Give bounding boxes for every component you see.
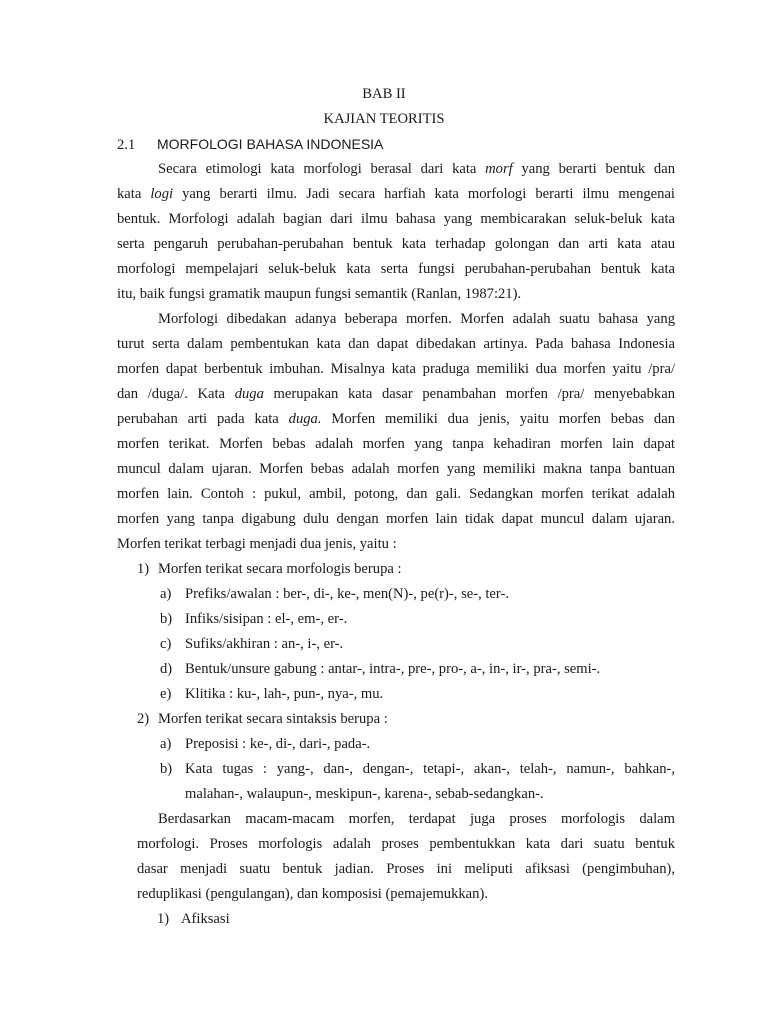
paragraph-2-line-6: morfen terikat. Morfen bebas adalah morfen yang tanpa kehadiran morfen lain dapat xyxy=(117,436,675,452)
paragraph-2-line-4: dan /duga/. Kata duga merupakan kata dasar penambahan morfen /pra/ menyebabkan xyxy=(117,386,675,402)
paragraph-2-line-7: muncul dalam ujaran. Morfen bebas adalah morfen yang memiliki makna tanpa bantuan xyxy=(117,461,675,477)
list-1-item-c-marker: c) xyxy=(160,636,172,652)
section-title: MORFOLOGI BAHASA INDONESIA xyxy=(157,136,384,152)
paragraph-3-line-2: morfologi. Proses morfologis adalah proses pembentukkan kata dari suatu bentuk xyxy=(137,836,675,852)
list-1-item-d-marker: d) xyxy=(160,661,173,677)
list-1-marker: 1) xyxy=(137,561,150,577)
paragraph-1-line-4: serta pengaruh perubahan-perubahan bentuk kata terhadap golongan dan arti kata atau xyxy=(117,236,675,252)
list-2-item-a-marker: a) xyxy=(160,736,172,752)
paragraph-1-line-5: morfologi mempelajari seluk-beluk kata serta fungsi perubahan-perubahan bentuk kata xyxy=(117,261,675,277)
chapter-title: KAJIAN TEORITIS xyxy=(323,111,445,127)
list-1-item-e-marker: e) xyxy=(160,686,172,702)
list-1-item-d: Bentuk/unsure gabung : antar-, intra-, pre-, pro-, a-, in-, ir-, pra-, semi-. xyxy=(185,661,601,677)
paragraph-3-line-4: reduplikasi (pengulangan), dan komposisi (pemajemukkan). xyxy=(137,886,488,902)
paragraph-1-line-2: kata logi yang berarti ilmu. Jadi secara harfiah kata morfologi berarti ilmu mengenai xyxy=(117,186,675,202)
paragraph-2-line-9: morfen yang tanpa digabung dulu dengan morfen lain tidak dapat muncul dalam ujaran. xyxy=(117,511,675,527)
list-2-item-a: Preposisi : ke-, di-, dari-, pada-. xyxy=(185,736,371,752)
list-1-item-a-marker: a) xyxy=(160,586,172,602)
paragraph-2-line-1: Morfologi dibedakan adanya beberapa morfen. Morfen adalah suatu bahasa yang xyxy=(158,311,675,327)
paragraph-1-line-3: bentuk. Morfologi adalah bagian dari ilmu bahasa yang membicarakan seluk-beluk kata xyxy=(117,211,675,227)
list-1-item-e: Klitika : ku-, lah-, pun-, nya-, mu. xyxy=(185,686,384,702)
section-number: 2.1 xyxy=(117,137,136,153)
list-3-marker: 1) xyxy=(157,911,170,927)
paragraph-3-line-1: Berdasarkan macam-macam morfen, terdapat juga proses morfologis dalam xyxy=(158,811,675,827)
paragraph-2-line-3: morfen dapat berbentuk imbuhan. Misalnya kata praduga memiliki dua morfen yaitu /pra/ xyxy=(117,361,675,377)
list-3-text: Afiksasi xyxy=(181,911,230,927)
paragraph-1-line-1: Secara etimologi kata morfologi berasal dari kata morf yang berarti bentuk dan xyxy=(158,161,675,177)
paragraph-2-line-5: perubahan arti pada kata duga. Morfen memiliki dua jenis, yaitu morfen bebas dan xyxy=(117,411,676,427)
list-2-item-b-marker: b) xyxy=(160,761,173,777)
list-1-text: Morfen terikat secara morfologis berupa : xyxy=(158,561,402,577)
list-1-item-b: Infiks/sisipan : el-, em-, er-. xyxy=(185,611,348,627)
chapter-number: BAB II xyxy=(362,86,406,102)
paragraph-3-line-3: dasar menjadi suatu bentuk jadian. Proses ini meliputi afiksasi (pengimbuhan), xyxy=(137,861,675,877)
paragraph-1-line-6: itu, baik fungsi gramatik maupun fungsi semantik (Ranlan, 1987:21). xyxy=(117,286,522,302)
list-2-item-b-line-2: malahan-, walaupun-, meskipun-, karena-, sebab-sedangkan-. xyxy=(185,786,544,802)
list-1-item-c: Sufiks/akhiran : an-, i-, er-. xyxy=(185,636,344,652)
section-heading xyxy=(117,134,383,155)
list-2-marker: 2) xyxy=(137,711,150,727)
list-1-item-b-marker: b) xyxy=(160,611,173,627)
paragraph-2-line-8: morfen lain. Contoh : pukul, ambil, potong, dan gali. Sedangkan morfen terikat adalah xyxy=(117,486,675,502)
paragraph-2-line-10: Morfen terikat terbagi menjadi dua jenis, yaitu : xyxy=(117,536,397,552)
list-2-item-b-line-1: Kata tugas : yang-, dan-, dengan-, tetapi-, akan-, telah-, namun-, bahkan-, xyxy=(185,761,675,777)
list-2-text: Morfen terikat secara sintaksis berupa : xyxy=(158,711,388,727)
paragraph-2-line-2: turut serta dalam pembentukan kata dan dapat dibedakan artinya. Pada bahasa Indonesia xyxy=(117,336,675,352)
list-1-item-a: Prefiks/awalan : ber-, di-, ke-, men(N)-, pe(r)-, se-, ter-. xyxy=(185,586,509,602)
